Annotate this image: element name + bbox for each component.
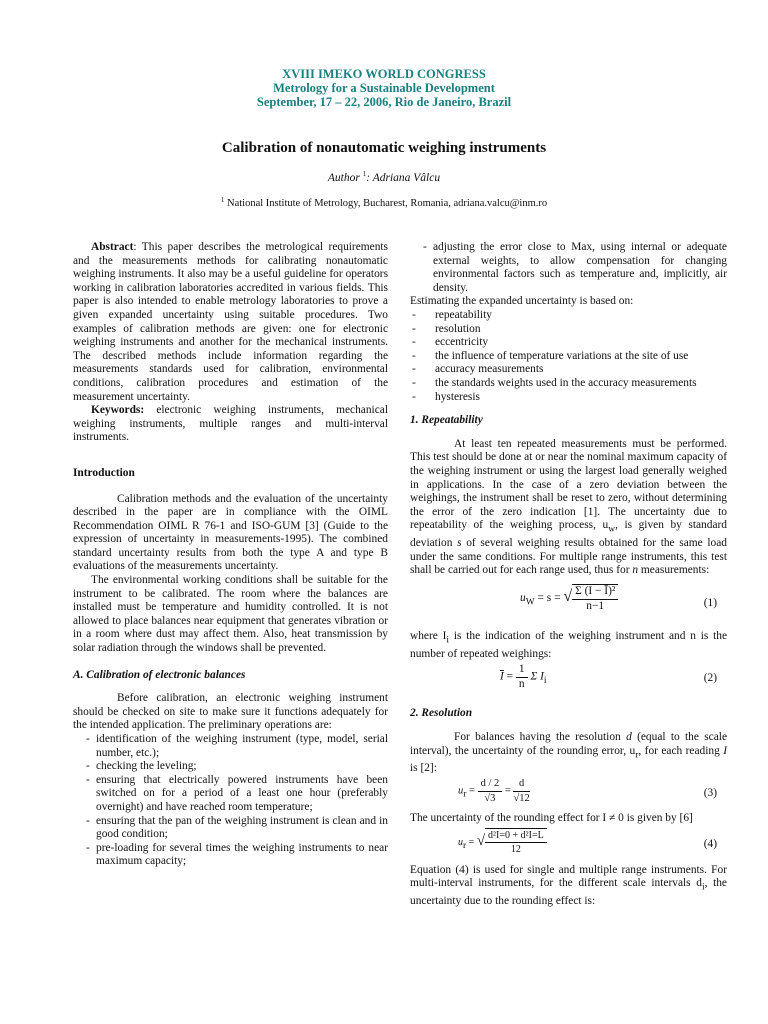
author-line <box>0 172 768 184</box>
affiliation <box>0 198 768 209</box>
keywords-text: electronic weighing instruments, mechanical weighing instruments, multiple ranges and multi-interval instruments. <box>73 404 388 444</box>
introduction-paragraph-1: Calibration methods and the evaluation of the uncertainty described in the paper are in compliance with the OIML Recommendation OIML R 76-1 and ISO-GUM [3] (Guide to the expression of uncertainty in measurements-1995). The combined standard uncertainty results from both the type A and type B evaluations of the measurements uncertainty. <box>73 492 388 573</box>
list-item: - ensuring that electrically powered instruments have been switched on for a period of a least one hour (preferably overnight) and have reached room temperature; <box>86 773 388 813</box>
conference-header <box>0 67 768 109</box>
author-name: : Adriana Vâlcu <box>366 172 441 184</box>
preliminary-operations-list <box>73 733 388 869</box>
author-sup: 1 <box>362 170 367 178</box>
preliminary-operations-continued <box>410 241 727 295</box>
section-a-paragraph: Before calibration, an electronic weighing instrument should be checked on site to make sure it functions adequately for the intended application. The preliminary operations are: <box>73 692 388 732</box>
multi-interval-paragraph: Equation (4) is used for single and multiple range instruments. For multi-interval instruments, for the different scale intervals $d_i$, the uncertainty due to the rounding effect is: <box>410 863 727 908</box>
list-item: - the standards weights used in the accuracy measurements <box>412 376 697 389</box>
introduction-heading: Introduction <box>73 466 135 479</box>
repeatability-paragraph: At least ten repeated measurements must be performed. This test should be done at or near the nominal maximum capacity of the weighing instrument or using the largest load generally weighed in applications. In the case of a zero deviation between the weighings, the instrument shall be reset to zero, without determining the error of the zero indication [1]. The uncertainty due to repeatability of the weighing process, $u_w$, is given by standard deviation s of several weighing results obtained for the same load under the same conditions. For multiple range instruments, this test shall be carried out for each range used, thus for n measurements: <box>410 437 727 577</box>
abstract-text: : This paper describes the metrological requirements and the measurements methods for calibrating nonautomatic weighing instruments. It also may be a useful guideline for operators working in calibration laboratories accredited in various fields. This paper is also intended to enable metrology laboratories to prove a given expanded uncertainty using suitable procedures. Two examples of calibration methods are given: one for electronic weighing instruments and another for the mechanical instruments. The described methods include information regarding the measurements standards used for calibration, environmental conditions, calibration procedures and estimation of the measurement uncertainty. <box>73 241 388 403</box>
introduction-paragraph-2: The environmental working conditions shall be suitable for the instrument to be calibrated. The room where the balances are installed must be temperature and humidity controlled. It is not allowed to place balances near equipment that generates vibration or in a room where dust may affect them. Also, heat transmission by solar radiation through the windows shall be prevented. <box>73 574 388 655</box>
conference-date-location: September, 17 – 22, 2006, Rio de Janeiro, Brazil <box>256 95 512 109</box>
uncertainty-sources-list <box>410 309 727 404</box>
equation-1-body: $u_W = s$ = √ $\frac{\text{Σ (I − Ī)²}}{n-1}$ <box>520 584 618 613</box>
resolution-heading: 2. Resolution <box>410 707 473 720</box>
list-item: - repeatability <box>412 308 492 321</box>
equation-2 <box>410 661 727 697</box>
list-item: - hysteresis <box>412 390 480 403</box>
author-prefix: Author <box>327 172 363 184</box>
equation-4-number: (4) <box>703 837 717 850</box>
keywords-label: Keywords: <box>91 404 145 417</box>
equation-1-number: (1) <box>703 597 717 610</box>
estimating-intro: Estimating the expanded uncertainty is based on: <box>410 295 634 308</box>
equation-3-body: $u_r$ = $\frac{d / 2}{√3}$ = $\frac{d}{√12}$ <box>458 778 530 804</box>
affiliation-sup: 1 <box>220 196 225 204</box>
keywords <box>73 404 388 445</box>
equation-3 <box>410 776 727 812</box>
left-column <box>73 241 388 869</box>
section-a-heading: A. Calibration of electronic balances <box>73 668 246 681</box>
list-item: - adjusting the error close to Max, using internal or adequate external weights, to allow compensation for changing environmental factors such as temperature and, implicitly, air density. <box>423 241 727 294</box>
equation-4 <box>410 826 727 864</box>
paper-title: Calibration of nonautomatic weighing instruments <box>221 140 547 156</box>
list-item: - identification of the weighing instrument (type, model, serial number, etc.); <box>86 733 388 759</box>
repeatability-heading: 1. Repeatability <box>410 414 483 427</box>
list-item: - resolution <box>412 322 481 335</box>
affiliation-text: National Institute of Metrology, Bucharest, Romania, adriana.valcu@inm.ro <box>224 198 548 209</box>
list-item: - the influence of temperature variations at the site of use <box>412 349 689 362</box>
equation-1 <box>410 578 727 630</box>
equation-4-body: $u_r$ = √ $\frac{\text{d²I=0 + d²I=L}}{12}$ <box>458 828 547 857</box>
rounding-effect-paragraph: The uncertainty of the rounding effect for I ≠ 0 is given by [6] <box>410 812 693 825</box>
resolution-paragraph: For balances having the resolution d (equal to the scale interval), the uncertainty of the rounding error, $u_r$, for each reading I is [2]: <box>410 731 727 775</box>
equation-2-number: (2) <box>703 672 717 685</box>
where-paragraph: where $I_i$ is the indication of the weighing instrument and n is the number of repeated weighings: <box>410 629 728 660</box>
list-item: - checking the leveling; <box>86 760 197 773</box>
equation-2-body: $\overline{I}$ = $\frac{1}{n}$ Σ $I_i$ <box>500 663 547 690</box>
list-item: - ensuring that the pan of the weighing instrument is clean and in good condition; <box>86 814 388 841</box>
equation-3-number: (3) <box>703 787 717 800</box>
conference-name: XVIII IMEKO WORLD CONGRESS <box>282 67 486 81</box>
list-item: - accuracy measurements <box>412 363 544 376</box>
conference-theme: Metrology for a Sustainable Development <box>273 81 495 95</box>
abstract-label: Abstract <box>91 241 134 253</box>
abstract <box>73 241 388 404</box>
list-item: - pre-loading for several times the weighing instruments to near maximum capacity; <box>86 841 388 868</box>
right-column <box>410 241 727 909</box>
list-item: - eccentricity <box>412 336 489 349</box>
